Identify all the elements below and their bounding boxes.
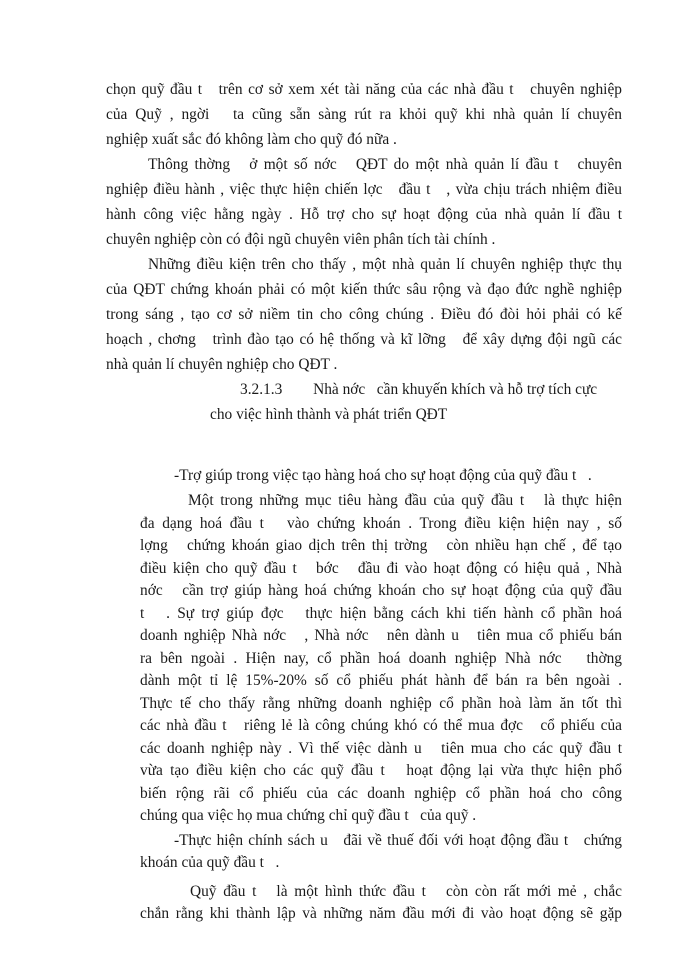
text-line: doanh nghiệp Nhà nớc , Nhà nớc nên dành u tiên mua cổ phiếu bán [140,627,622,644]
text-line: t . Sự trợ giúp đợc thực hiện bằng cách khi tiến hành cổ phần hoá [140,604,622,622]
text-line: đa dạng hoá đầu t vào chứng khoán . Trong điều kiện hiện nay , số [140,514,622,532]
text-line: -Trợ giúp trong việc tạo hàng hoá cho sự hoạt động của quỹ đầu t . [174,467,592,484]
text-line: Những điều kiện trên cho thấy , một nhà quản lí chuyên nghiệp thực thụ [148,256,622,273]
text-line: các nhà đầu t riêng lẻ là công chúng khó có thể mua đợc cổ phiếu của [140,717,622,734]
text-line: nghiệp điều hành , việc thực hiện chiến lợc đầu t , vừa chịu trách nhiệm điều [106,181,622,198]
text-line: hành công việc hằng ngày . Hỗ trợ cho sự hoạt động của nhà quản lí đầu t [106,206,622,223]
text-line: trong sáng , tạo cơ sở niềm tin cho công chúng . Điều đó đòi hỏi phải có kế [106,306,622,323]
text-line: chắn rằng khi thành lập và những năm đầu mới đi vào hoạt động sẽ gặp [140,905,622,922]
text-line: lợng chứng khoán giao dịch trên thị trờng còn nhiều hạn chế , để tạo [140,537,622,554]
text-line: nhà quản lí chuyên nghiệp cho QĐT . [106,356,338,373]
text-line: -Thực hiện chính sách u đãi về thuế đối với hoạt động đầu t chứng [174,831,622,849]
text-line: biến rộng rãi cổ phiếu của các doanh nghiệp cổ phần hoá cho công [140,784,622,802]
text-line: của QĐT chứng khoán phải có một kiến thức sâu rộng và đạo đức nghề nghiệp [106,281,622,298]
text-line: Quỹ đầu t là một hình thức đầu t còn còn rất mới mẻ , chắc [190,882,622,900]
text-line: hoạch , chơng trình đào tạo có hệ thống và kĩ lỡng để xây dựng đội ngũ các [106,331,622,348]
text-line: dành một tỉ lệ 15%-20% số cổ phiếu phát hành để bán ra bên ngoài . [140,672,622,689]
text-line: Thông thờng ở một số nớc QĐT do một nhà quản lí đầu t chuyên [148,156,622,173]
text-line: các doanh nghiệp này . Vì thế việc dành u tiên mua cho các quỹ đầu t [140,739,622,757]
text-line: khoán của quỹ đầu t . [140,854,280,871]
text-line: chúng qua việc họ mua chứng chỉ quỹ đầu t của quỹ . [140,807,477,824]
text-line: nớc cần trợ giúp hàng hoá chứng khoán cho sự hoạt động của quỹ đầu [140,582,622,599]
text-line: Một trong những mục tiêu hàng đầu của quỹ đầu t là thực hiện [188,492,622,509]
section-heading: cho việc hình thành và phát triển QĐT [210,406,448,423]
text-line: Thực tế cho thấy rằng những doanh nghiệp cổ phần hoà làm ăn tốt thì [140,694,622,712]
text-line: chuyên nghiệp còn có đội ngũ chuyên viên phân tích tài chính . [106,231,496,248]
text-line: nghiệp xuất sắc đó không làm cho quỹ đó nữa . [106,131,397,148]
section-heading: 3.2.1.3 Nhà nớc cần khuyến khích và hỗ trợ tích cực [240,381,598,398]
text-line: vừa tạo điều kiện cho các quỹ đầu t hoạt động lại vừa thực hiện phổ [140,762,622,779]
text-line: ra bên ngoài . Hiện nay, cổ phần hoá doanh nghiệp Nhà nớc thờng [140,649,622,667]
text-line: của Quỹ , ngời ta cũng sẵn sàng rút ra khỏi quỹ khi nhà quản lí chuyên [106,106,622,123]
text-line: chọn quỹ đầu t trên cơ sở xem xét tài năng của các nhà đầu t chuyên nghiệp [106,81,622,98]
text-line: điều kiện cho quỹ đầu t bớc đầu đi vào hoạt động có hiệu quả , Nhà [140,559,622,577]
